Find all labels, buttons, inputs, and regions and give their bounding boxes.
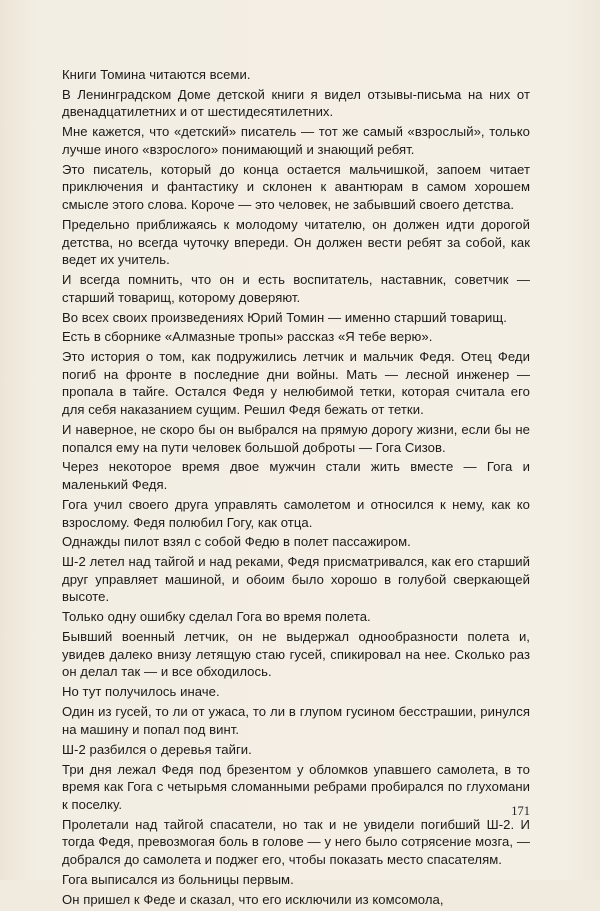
paragraph: Книги Томина читаются всеми. <box>62 67 251 82</box>
paragraph: Однажды пилот взял с собой Федю в полет пассажиром. <box>62 534 411 550</box>
paragraph: Пролетали над тайгой спасатели, но так и не увидели погибший Ш-2. И тогда Федя, превозмогая боль в голове — у него было сотрясение мозга, — добрался до самолета и поджег его, чтобы показать место спасателям. <box>62 816 530 867</box>
paragraph: Гога выписался из больницы первым. <box>62 871 294 887</box>
paragraph: Есть в сборнике «Алмазные тропы» рассказ «Я тебе верю». <box>62 329 433 345</box>
paragraph: В Ленинградском Доме детской книги я видел отзывы-письма на них от двенадцатилетних и от шестидесятилетних. <box>62 86 530 120</box>
paragraph: Он пришел к Феде и сказал, что его исключили из комсомола, <box>62 891 444 907</box>
paragraph: Предельно приближаясь к молодому читателю, он должен идти дорогой детства, но всегда чуточку впереди. Он должен вести ребят за собой, как ведет их учитель. <box>62 216 530 268</box>
paragraph: Бывший военный летчик, он не выдержал однообразности полета и, увидев далеко внизу летящую стаю гусей, спикировал на нее. Сколько раз он делал так — и все обходилось. <box>62 629 530 680</box>
paragraph: Три дня лежал Федя под брезентом у обломков упавшего самолета, в то время как Гога с четырьмя сломанными ребрами пробирался по глухомани к поселку. <box>62 761 530 812</box>
paragraph: Но тут получилось иначе. <box>62 684 220 700</box>
paragraph: Ш-2 разбился о деревья тайги. <box>62 741 252 757</box>
paragraph: Ш-2 летел над тайгой и над реками, Федя присматривался, как его старший друг управляет машиной, и обоим было хорошо в голубой сверкающей высоте. <box>62 554 530 605</box>
paragraph: Только одну ошибку сделал Гога во время полета. <box>62 609 371 625</box>
paragraph: Во всех своих произведениях Юрий Томин — именно старший товарищ. <box>62 309 507 325</box>
paragraph: Это писатель, который до конца остается мальчишкой, запоем читает приключения и фантастику и склонен к авантюрам в самом хорошем смысле этого слова. Короче — это человек, не забывший своего детства. <box>62 161 530 213</box>
paragraph: Один из гусей, то ли от ужаса, то ли в глупом гусином бесстрашии, ринулся на машину и попал под винт. <box>62 704 530 737</box>
paragraph: И наверное, не скоро бы он выбрался на прямую дорогу жизни, если бы не попался ему на пути человек большой доброты — Гога Сизов. <box>62 421 530 455</box>
body-text <box>62 66 530 911</box>
paragraph: Через некоторое время двое мужчин стали жить вместе — Гога и маленький Федя. <box>62 459 530 493</box>
paragraph: Это история о том, как подружились летчик и мальчик Федя. Отец Феди погиб на фронте в последние дни войны. Мать — лесной инженер — пропала в тайге. Остался Федя у нелюбимой тетки, которая считала его для себя наказанием сущим. Решил Федя бежать от тетки. <box>62 349 530 418</box>
paragraph: Гога учил своего друга управлять самолетом и относился к нему, как ко взрослому. Федя полюбил Гогу, как отца. <box>62 496 530 530</box>
page-number: 171 <box>511 804 530 818</box>
paragraph: И всегда помнить, что он и есть воспитатель, наставник, советчик — старший товарищ, которому доверяют. <box>62 272 530 305</box>
paragraph: Мне кажется, что «детский» писатель — тот же самый «взрослый», только лучше иного «взрослого» понимающий и знающий ребят. <box>62 124 530 157</box>
